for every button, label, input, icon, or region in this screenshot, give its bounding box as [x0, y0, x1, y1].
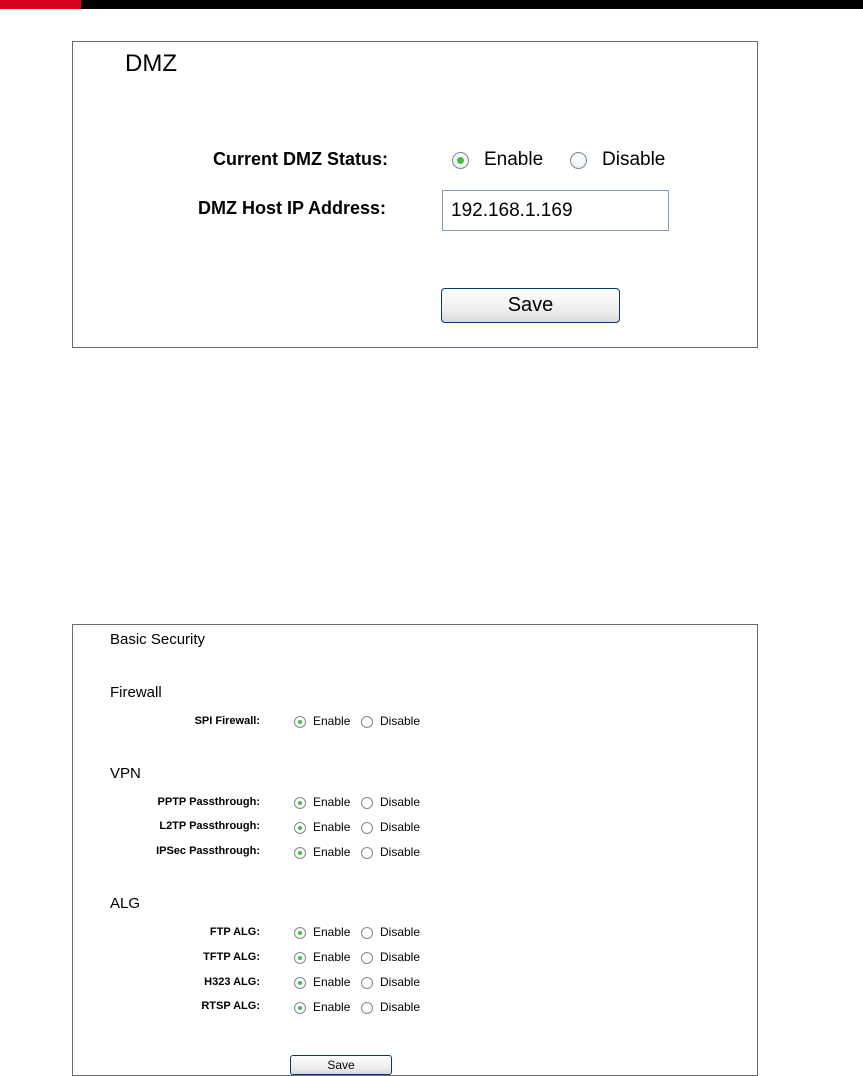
- firewall-heading: Firewall: [110, 684, 162, 701]
- dmz-title: DMZ: [125, 50, 177, 77]
- ftp-alg-disable-label[interactable]: Disable: [380, 925, 421, 939]
- dmz-status-label: Current DMZ Status:: [213, 149, 388, 169]
- ftp-alg-enable-label[interactable]: Enable: [313, 925, 351, 939]
- rtsp-alg-enable-radio[interactable]: [294, 1002, 306, 1014]
- ipsec-enable-radio[interactable]: [294, 847, 306, 859]
- l2tp-enable-radio[interactable]: [294, 822, 306, 834]
- top-header-bar: [0, 0, 863, 9]
- h323-alg-enable-radio[interactable]: [294, 977, 306, 989]
- dmz-disable-label[interactable]: Disable: [602, 149, 666, 170]
- h323-alg-enable-label[interactable]: Enable: [313, 975, 351, 989]
- rtsp-alg-enable-label[interactable]: Enable: [313, 1000, 351, 1014]
- spi-firewall-enable-label[interactable]: Enable: [313, 714, 351, 728]
- dmz-panel: [72, 41, 758, 348]
- pptp-passthrough-label: PPTP Passthrough:: [157, 796, 260, 808]
- spi-firewall-disable-radio[interactable]: [361, 716, 373, 728]
- tftp-alg-disable-label[interactable]: Disable: [380, 950, 421, 964]
- dmz-ip-label: DMZ Host IP Address:: [197, 198, 386, 218]
- ipsec-disable-radio[interactable]: [361, 847, 373, 859]
- ftp-alg-disable-radio[interactable]: [361, 927, 373, 939]
- rtsp-alg-disable-radio[interactable]: [361, 1002, 373, 1014]
- l2tp-enable-label[interactable]: Enable: [313, 820, 351, 834]
- tftp-alg-enable-label[interactable]: Enable: [313, 950, 351, 964]
- l2tp-passthrough-label: L2TP Passthrough:: [159, 820, 260, 832]
- l2tp-disable-radio[interactable]: [361, 822, 373, 834]
- h323-alg-label: H323 ALG:: [204, 976, 260, 988]
- pptp-disable-radio[interactable]: [361, 797, 373, 809]
- tftp-alg-label: TFTP ALG:: [203, 951, 260, 963]
- alg-heading: ALG: [110, 895, 141, 912]
- dmz-enable-label[interactable]: Enable: [484, 149, 544, 170]
- dmz-enable-radio[interactable]: [452, 152, 469, 169]
- basic-security-panel: [72, 624, 758, 1076]
- dmz-save-button[interactable]: Save: [441, 288, 620, 323]
- basic-security-title: Basic Security: [110, 631, 206, 648]
- pptp-enable-radio[interactable]: [294, 797, 306, 809]
- pptp-disable-label[interactable]: Disable: [380, 795, 421, 809]
- dmz-ip-input[interactable]: [442, 190, 669, 231]
- h323-alg-disable-radio[interactable]: [361, 977, 373, 989]
- ipsec-passthrough-label: IPSec Passthrough:: [156, 845, 260, 857]
- tftp-alg-disable-radio[interactable]: [361, 952, 373, 964]
- spi-firewall-enable-radio[interactable]: [294, 716, 306, 728]
- tftp-alg-enable-radio[interactable]: [294, 952, 306, 964]
- l2tp-disable-label[interactable]: Disable: [380, 820, 421, 834]
- ftp-alg-enable-radio[interactable]: [294, 927, 306, 939]
- h323-alg-disable-label[interactable]: Disable: [380, 975, 421, 989]
- rtsp-alg-label: RTSP ALG:: [201, 1000, 260, 1012]
- pptp-enable-label[interactable]: Enable: [313, 795, 351, 809]
- ftp-alg-label: FTP ALG:: [209, 926, 260, 938]
- dmz-disable-radio[interactable]: [570, 152, 587, 169]
- ipsec-enable-label[interactable]: Enable: [313, 845, 351, 859]
- vpn-heading: VPN: [110, 765, 141, 782]
- spi-firewall-disable-label[interactable]: Disable: [380, 714, 421, 728]
- ipsec-disable-label[interactable]: Disable: [380, 845, 421, 859]
- brand-accent-stripe: [0, 0, 81, 9]
- basic-security-save-button[interactable]: Save: [290, 1055, 392, 1075]
- rtsp-alg-disable-label[interactable]: Disable: [380, 1000, 421, 1014]
- spi-firewall-label: SPI Firewall:: [194, 715, 260, 727]
